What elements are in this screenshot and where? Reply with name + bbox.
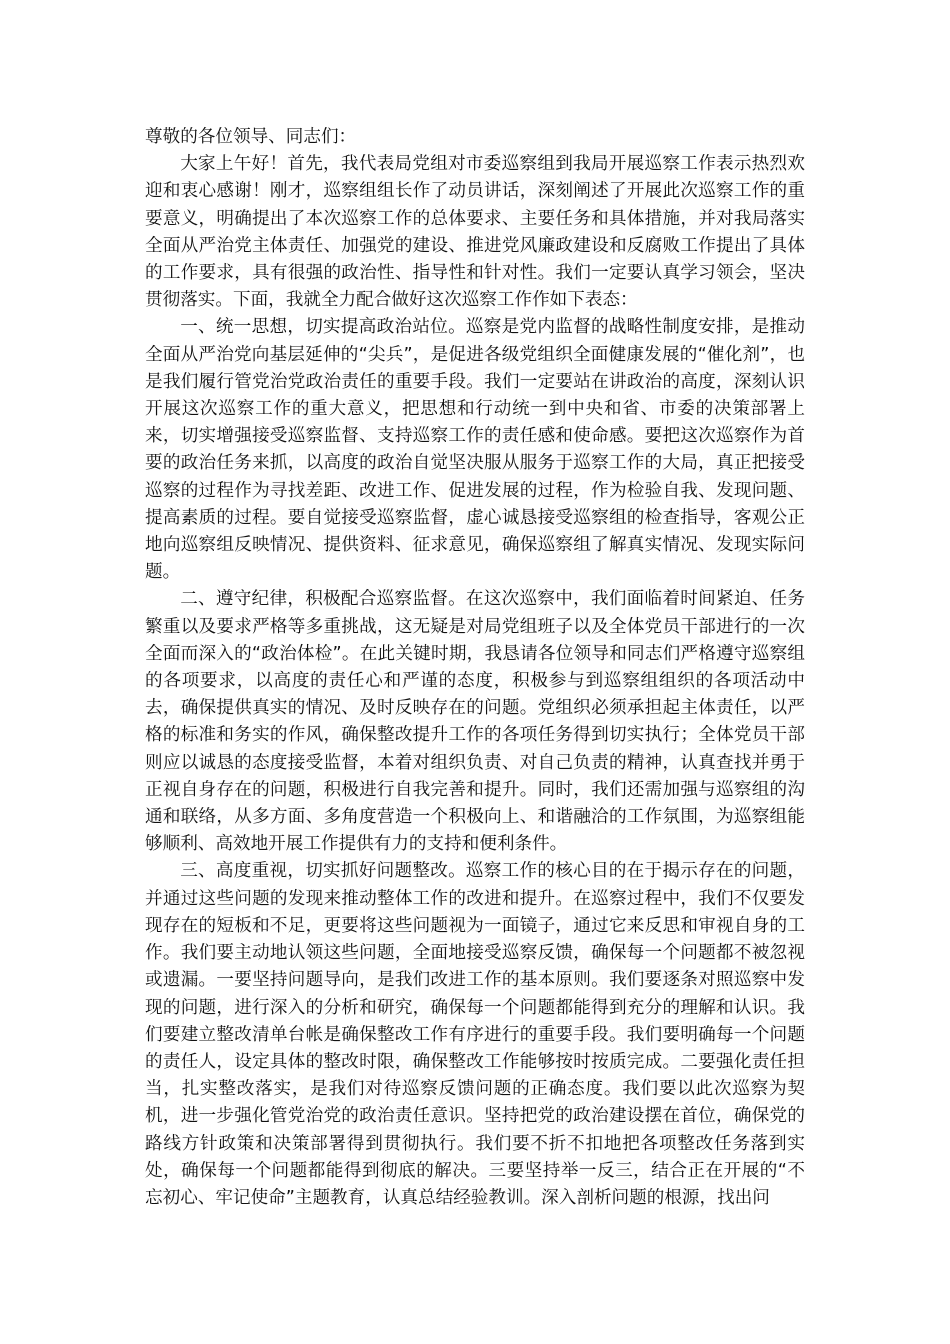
salutation: 尊敬的各位领导、同志们：: [145, 127, 357, 147]
paragraph-section-2: 二、遵守纪律，积极配合巡察监督。在这次巡察中，我们面临着时间紧迫、任务繁重以及要求严格等多重挑战，这无疑是对局党组班子以及全体党员干部进行的一次全面而深入的“政治体检”。在此关键时期，我恳请各位领导和同志们严格遵守巡察组的各项要求，以高度的责任心和严谨的态度，积极参与到巡察组组织的各项活动中去，确保提供真实的情况、及时反映存在的问题。党组织必须承担起主体责任，以严格的标准和务实的作风，确保整改提升工作的各项任务得到切实执行；全体党员干部则应以诚恳的态度接受监督，本着对组织负责、对自己负责的精神，认真查找并勇于正视自身存在的问题，积极进行自我完善和提升。同时，我们还需加强与巡察组的沟通和联络，从多方面、多角度营造一个积极向上、和谐融洽的工作氛围，为巡察组能够顺利、高效地开展工作提供有力的支持和便利条件。: [145, 589, 805, 855]
paragraph-section-1: 一、统一思想，切实提高政治站位。巡察是党内监督的战略性制度安排，是推动全面从严治党向基层延伸的“尖兵”，是促进各级党组织全面健康发展的“催化剂”，也是我们履行管党治党政治责任的重要手段。我们一定要站在讲政治的高度，深刻认识开展这次巡察工作的重大意义，把思想和行动统一到中央和省、市委的决策部署上来，切实增强接受巡察监督、支持巡察工作的责任感和使命感。要把这次巡察作为首要的政治任务来抓，以高度的政治自觉坚决服从服务于巡察工作的大局，真正把接受巡察的过程作为寻找差距、改进工作、促进发展的过程，作为检验自我、发现问题、提高素质的过程。要自觉接受巡察监督，虚心诚恳接受巡察组的检查指导，客观公正地向巡察组反映情况、提供资料、征求意见，确保巡察组了解真实情况、发现实际问题。: [145, 317, 805, 583]
paragraph-greeting: 大家上午好！首先，我代表局党组对市委巡察组到我局开展巡察工作表示热烈欢迎和衷心感谢！刚才，巡察组组长作了动员讲话，深刻阐述了开展此次巡察工作的重要意义，明确提出了本次巡察工作的总体要求、主要任务和具体措施，并对我局落实全面从严治党主体责任、加强党的建设、推进党风廉政建设和反腐败工作提出了具体的工作要求，具有很强的政治性、指导性和针对性。我们一定要认真学习领会，坚决贯彻落实。下面，我就全力配合做好这次巡察工作作如下表态：: [145, 154, 805, 311]
paragraph-section-3: 三、高度重视，切实抓好问题整改。巡察工作的核心目的在于揭示存在的问题，并通过这些问题的发现来推动整体工作的改进和提升。在巡察过程中，我们不仅要发现存在的短板和不足，更要将这些问题视为一面镜子，通过它来反思和审视自身的工作。我们要主动地认领这些问题，全面地接受巡察反馈，确保每一个问题都不被忽视或遗漏。一要坚持问题导向，是我们改进工作的基本原则。我们要逐条对照巡察中发现的问题，进行深入的分析和研究，确保每一个问题都能得到充分的理解和认识。我们要建立整改清单台帐是确保整改工作有序进行的重要手段。我们要明确每一个问题的责任人，设定具体的整改时限，确保整改工作能够按时按质完成。二要强化责任担当，扎实整改落实，是我们对待巡察反馈问题的正确态度。我们要以此次巡察为契机，进一步强化管党治党的政治责任意识。坚持把党的政治建设摆在首位，确保党的路线方针政策和决策部署得到贯彻执行。我们要不折不扣地把各项整改任务落到实处，确保每一个问题都能得到彻底的解决。三要坚持举一反三，结合正在开展的“不忘初心、牢记使命”主题教育，认真总结经验教训。深入剖析问题的根源，找出问: [145, 861, 805, 1208]
document-page: [145, 124, 805, 1212]
